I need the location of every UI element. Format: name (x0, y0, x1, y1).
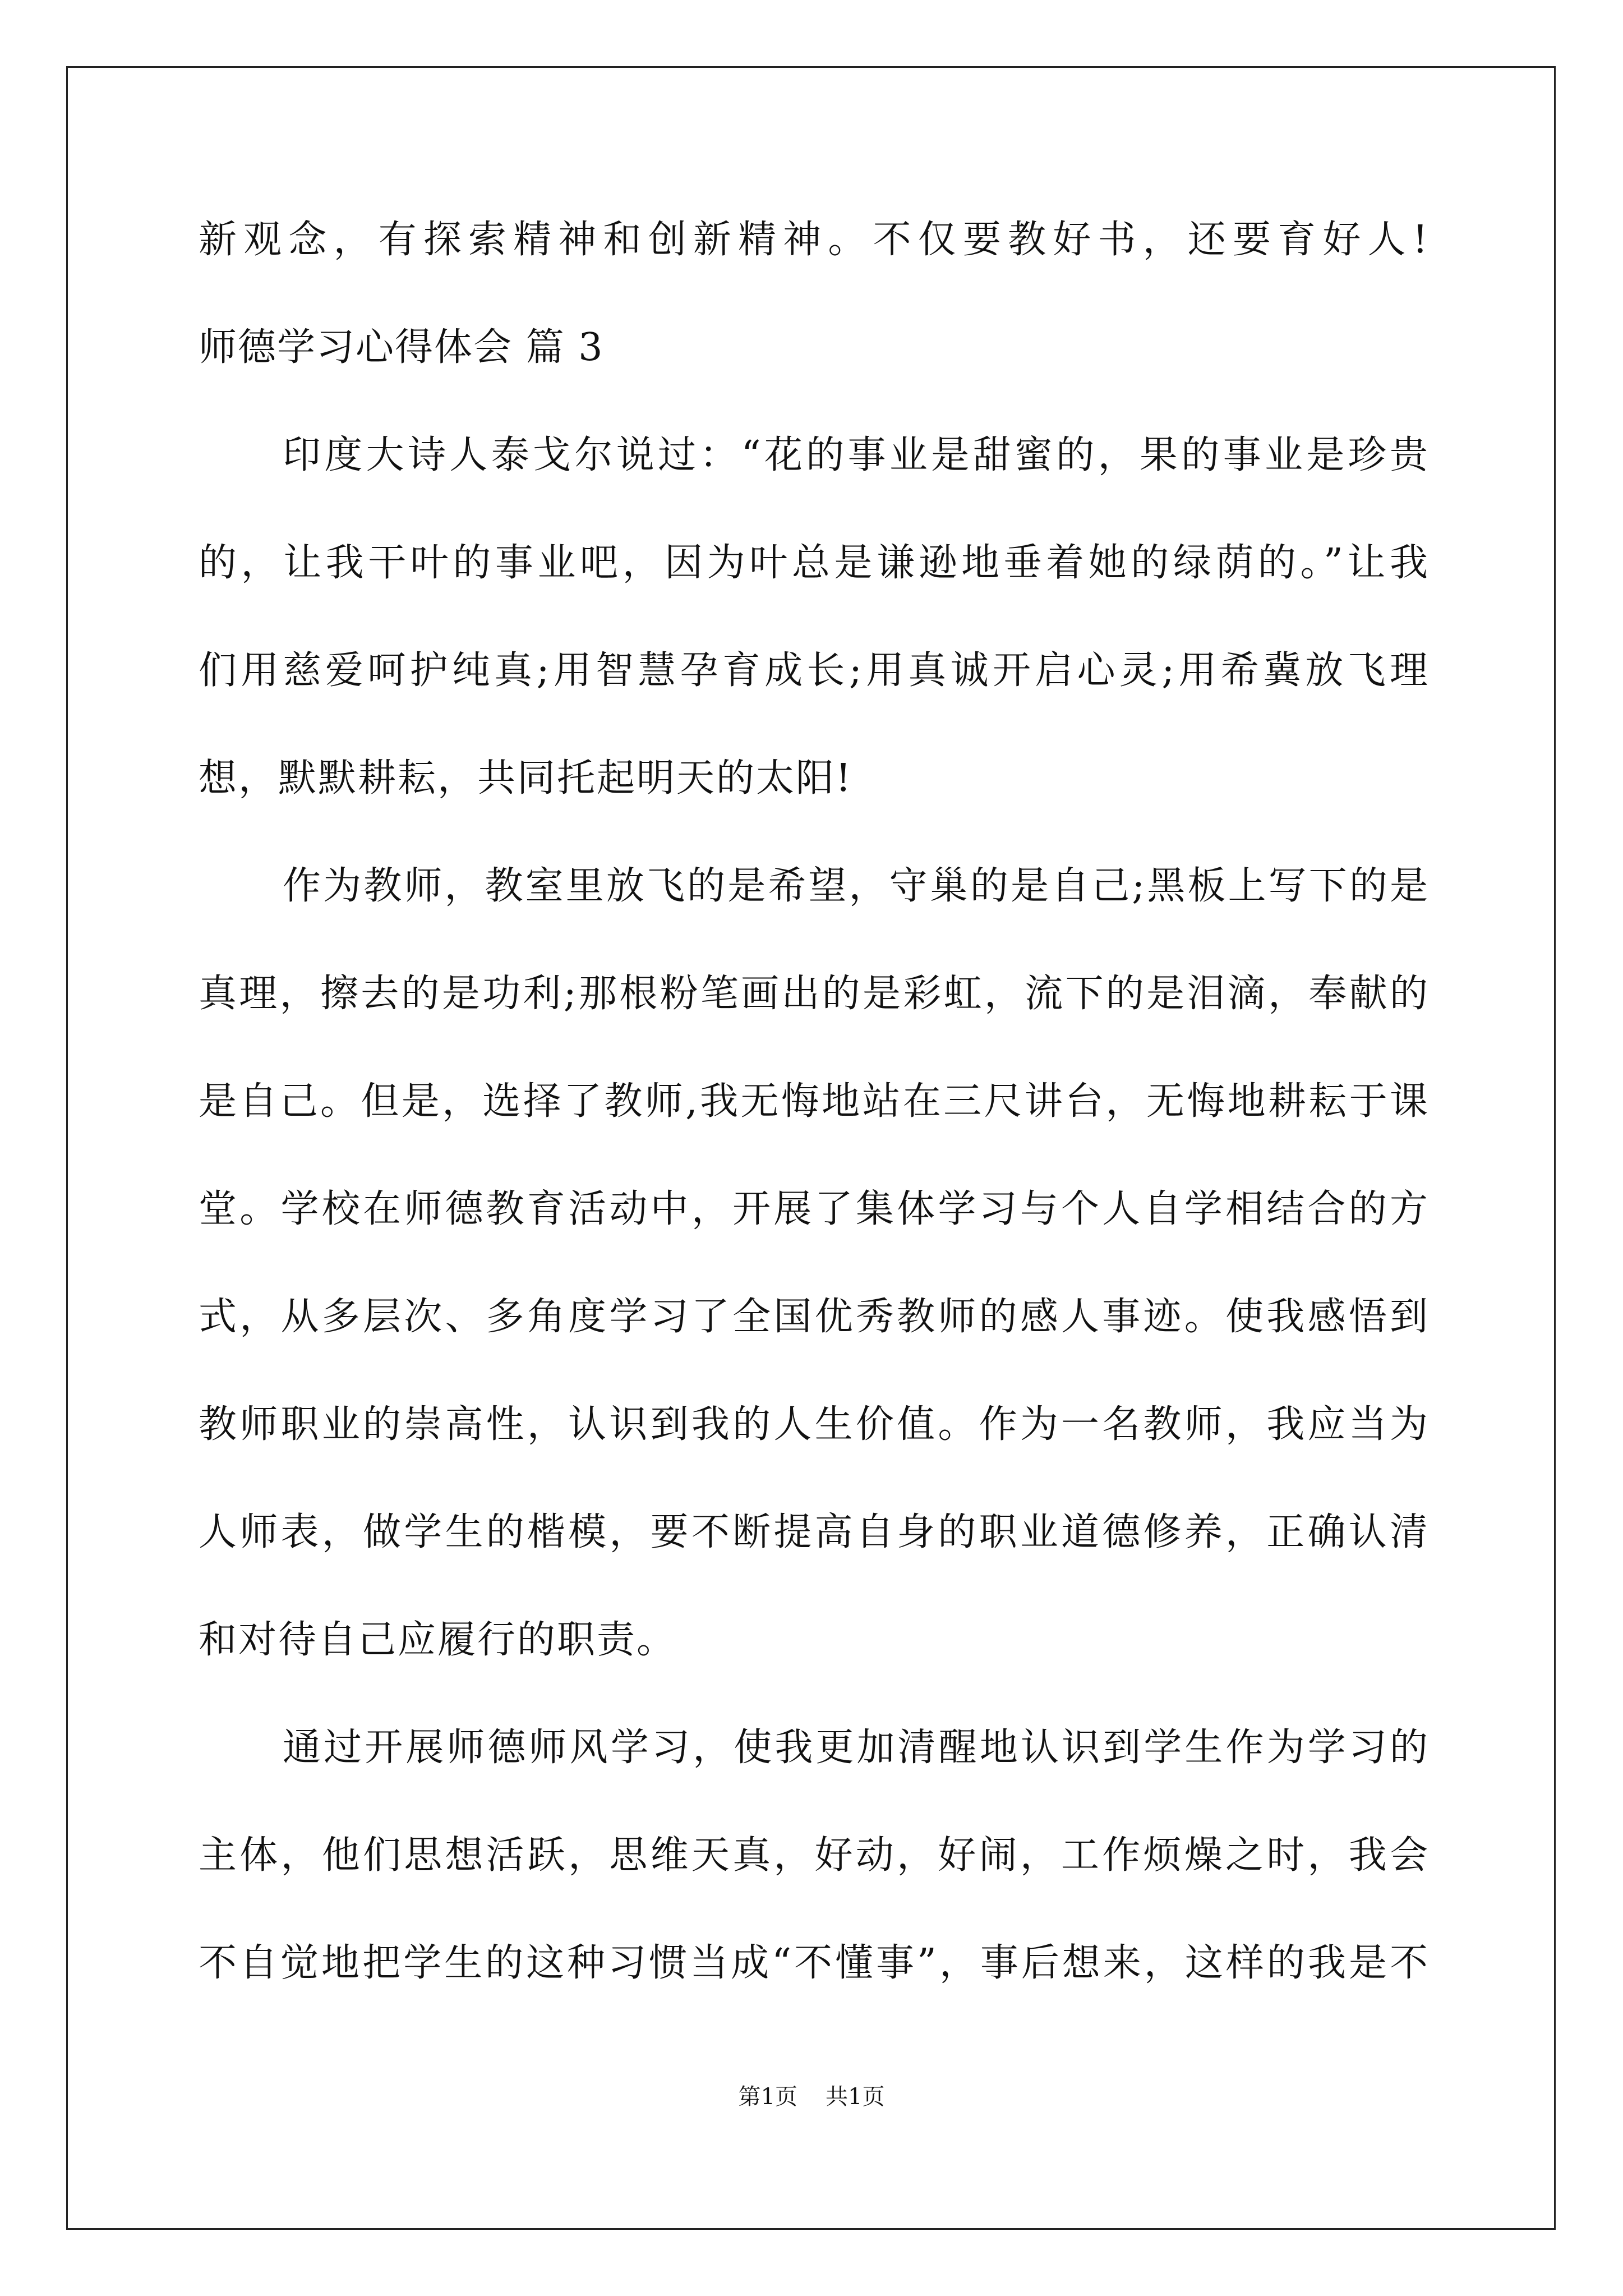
paragraph-line: 主体，他们思想活跃，思维天真，好动，好闹，工作烦燥之时，我会 (199, 1833, 1430, 1878)
paragraph-line: 新观念，有探索精神和创新精神。不仅要教好书，还要育好人! (199, 218, 1430, 262)
paragraph-line: 的，让我干叶的事业吧，因为叶总是谦逊地垂着她的绿荫的。”让我 (199, 541, 1430, 585)
paragraph-line: 们用慈爱呵护纯真;用智慧孕育成长;用真诚开启心灵;用希冀放飞理 (199, 648, 1430, 693)
paragraph-line: 作为教师，教室里放飞的是希望，守巢的是自己;黑板上写下的是 (283, 864, 1430, 908)
paragraph-line: 通过开展师德师风学习，使我更加清醒地认识到学生作为学习的 (283, 1726, 1430, 1770)
paragraph-line: 印度大诗人泰戈尔说过：“花的事业是甜蜜的，果的事业是珍贵 (283, 433, 1430, 477)
paragraph-line: 人师表，做学生的楷模，要不断提高自身的职业道德修养，正确认清 (199, 1510, 1430, 1554)
paragraph-line: 式，从多层次、多角度学习了全国优秀教师的感人事迹。使我感悟到 (199, 1295, 1430, 1339)
paragraph-line: 和对待自己应履行的职责。 (199, 1618, 677, 1662)
page-footer (0, 2081, 1623, 2113)
paragraph-line: 是自己。但是，选择了教师,我无悔地站在三尺讲台，无悔地耕耘于课 (199, 1079, 1430, 1124)
paragraph-line: 教师职业的崇高性，认识到我的人生价值。作为一名教师，我应当为 (199, 1402, 1430, 1447)
section-heading: 师德学习心得体会 篇 3 (199, 325, 604, 370)
paragraph-line: 真理，擦去的是功利;那根粉笔画出的是彩虹，流下的是泪滴，奉献的 (199, 972, 1430, 1016)
total-pages: 共1页 (826, 2084, 885, 2110)
page-number: 第1页 (738, 2084, 797, 2110)
paragraph-line: 不自觉地把学生的这种习惯当成“不懂事”，事后想来，这样的我是不 (199, 1941, 1430, 1985)
paragraph-line: 想，默默耕耘，共同托起明天的太阳! (199, 756, 853, 800)
document-body (199, 213, 1430, 2044)
paragraph-line: 堂。学校在师德教育活动中，开展了集体学习与个人自学相结合的方 (199, 1187, 1430, 1231)
